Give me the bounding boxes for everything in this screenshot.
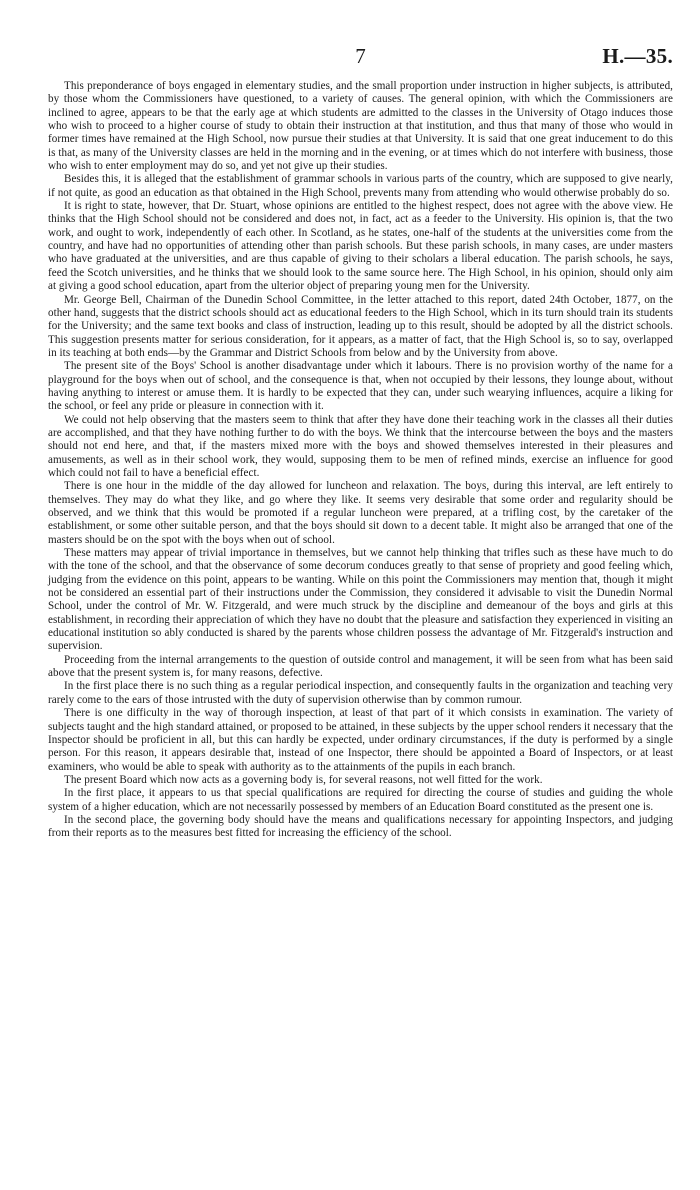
paragraph: In the second place, the governing body should have the means and qualifications necessary for appointing Inspectors, and judging from their reports as to the measures best fitted for increasing the efficiency of the school. (48, 813, 673, 840)
paragraph: It is right to state, however, that Dr. Stuart, whose opinions are entitled to the highest respect, does not agree with the above view. He thinks that the High School should not be considered and does not, in fact, act as a feeder to the University. His opinion is, that the two work, and ought to work, independently of each other. In Scotland, as he states, one-half of the students at the universities come from the country, and have had no opportunities of attending other than parish schools. But these parish schools, in many cases, are under masters who have graduated at the universities, and are thus capable of giving to their scholars a liberal education. The parish schools, he says, feed the Scotch universities, and he thinks that we should look to the same source here. The High School, in his opinion, should only aim at giving a good school education, apart from the ulterior object of preparing young men for the University. (48, 200, 673, 293)
document-reference: H.—35. (602, 44, 673, 68)
paragraph: In the first place there is no such thing as a regular periodical inspection, and consequently faults in the organization and teaching very rarely come to the ears of those intrusted with the duty of supervision otherwise than by common rumour. (48, 680, 673, 706)
paragraph: This preponderance of boys engaged in elementary studies, and the small proportion under instruction in higher subjects, is attributed, by those whom the Commissioners have questioned, to a variety of causes. The general opinion, with which the Commissioners are inclined to agree, appears to be that the early age at which students are admitted to the classes in the University of Otago induces those who wish to proceed to a higher course of study to obtain their instruction at that institution, and thus that many of those who would in former times have remained at the High School, now pursue their studies at that University. It is said that one great inducement to do this is that, as many of the University classes are held in the morning and in the evening, or at times which do not interfere with business, those who wish to enter employment may do so, and yet not give up their studies. (48, 80, 673, 173)
page-number: 7 (355, 44, 366, 68)
paragraph: These matters may appear of trivial importance in themselves, but we cannot help thinking that trifles such as these have much to do with the tone of the school, and that the observance of some decorum conduces greatly to that sense of propriety and good feeling which, judging from the evidence on this point, appears to be wanting. While on this point the Commissioners may mention that, though it might not be considered an essential part of their instructions under the Commission, they considered it advisable to visit the Dunedin Normal School, under the control of Mr. W. Fitzgerald, and were much struck by the discipline and demeanour of the boys and girls at this establishment, in recording their appreciation of which they have no doubt that the pleasure and satisfaction they experienced in visiting an educational institution so ably conducted is shared by the parents whose children possess the advantage of Mr. Fitzgerald's instruction and supervision. (48, 547, 673, 653)
paragraph: The present site of the Boys' School is another disadvantage under which it labours. There is no provision worthy of the name for a playground for the boys when out of school, and the consequence is that, when not occupied by their lessons, they lounge about, without having anything to interest or amuse them. It is hardly to be expected that they can, under such wearying influences, acquire a liking for the school, or feel any pride or pleasure in connection with it. (48, 360, 673, 413)
document-page (48, 44, 673, 841)
page-header (48, 44, 673, 72)
body-text (48, 80, 673, 841)
paragraph: There is one hour in the middle of the day allowed for luncheon and relaxation. The boys, during this interval, are left entirely to themselves. They may do what they like, and go where they like. It seems very desirable that some order and regularity should be observed, and we think that this would be promoted if a regular luncheon were prepared, at a trifling cost, by the caretaker of the establishment, or some other suitable person, and that the boys should sit down to a decent table. It might also be arranged that one of the masters should be on the spot with the boys when out of school. (48, 480, 673, 546)
paragraph: Besides this, it is alleged that the establishment of grammar schools in various parts of the country, which are supposed to give nearly, if not quite, as good an education as that obtained in the High School, prevents many from attending who would otherwise probably do so. (48, 173, 673, 199)
paragraph: The present Board which now acts as a governing body is, for several reasons, not well fitted for the work. (64, 773, 543, 786)
paragraph: Mr. George Bell, Chairman of the Dunedin School Committee, in the letter attached to this report, dated 24th October, 1877, on the other hand, suggests that the district schools should act as educational feeders to the High School, which in its turn should train its students for the University; and the same text books and class of instruction, leading up to this result, should be adopted by all the district schools. This suggestion presents matter for serious consideration, for it appears, as a matter of fact, that the High School is, so to say, overlapped in its teaching at both ends—by the Grammar and District Schools from below and by the University from above. (48, 293, 673, 359)
paragraph: There is one difficulty in the way of thorough inspection, at least of that part of it which consists in examination. The variety of subjects taught and the high standard attained, or proposed to be attained, in these subjects by the upper school renders it necessary that the Inspector should be proficient in all, but this can hardly be expected, under ordinary circumstances, if the duty is performed by a single person. For this reason, it appears desirable that, instead of one Inspector, there should be appointed a Board of Inspectors, or at least examiners, who would be able to speak with authority as to the attainments of the pupils in each branch. (48, 707, 673, 773)
paragraph: Proceeding from the internal arrangements to the question of outside control and management, it will be seen from what has been said above that the present system is, for many reasons, defective. (48, 653, 673, 680)
paragraph: In the first place, it appears to us that special qualifications are required for directing the course of studies and guiding the whole system of a higher education, which are not necessarily possessed by members of an Education Board constituted as the present one is. (48, 787, 673, 813)
paragraph: We could not help observing that the masters seem to think that after they have done their teaching work in the classes all their duties are accomplished, and that they have nothing further to do with the boys. We think that the intercourse between the boys and the masters should not end here, and that, if the masters mixed more with the boys and showed themselves interested in their pleasures and amusements, as well as in their school work, they would, supposing them to be men of refined minds, exercise an influence for good which could not fail to have a beneficial effect. (48, 413, 673, 479)
